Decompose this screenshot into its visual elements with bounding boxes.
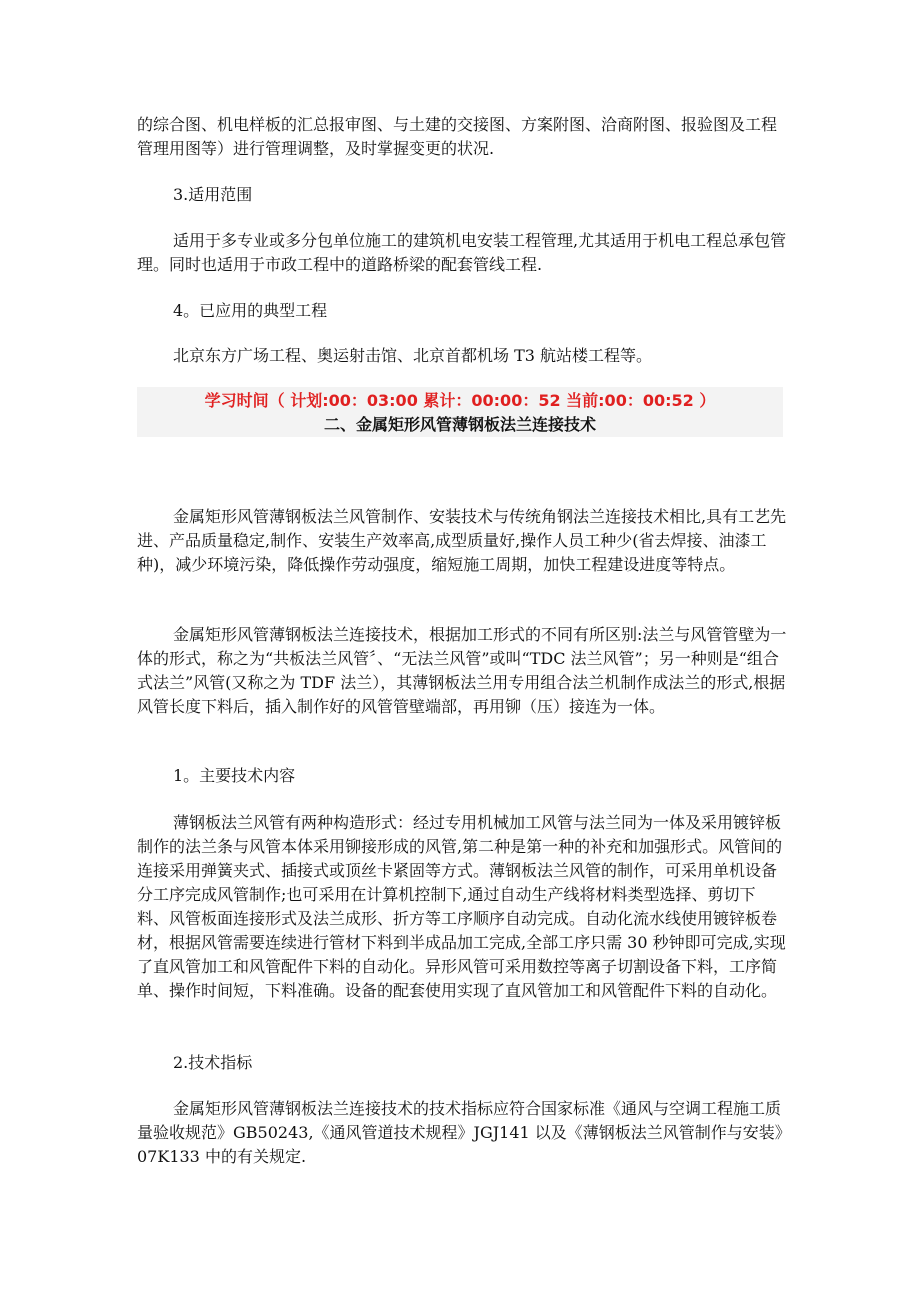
- paragraph-overview: 金属矩形风管薄钢板法兰风管制作、安装技术与传统角钢法兰连接技术相比,具有工艺先进、产品质量稳定,制作、安装生产效率高,成型质量好,操作人员工种少(省去焊接、油漆工种)，减少环境污染，降低操作劳动强度，缩短施工周期，加快工程建设进度等特点。: [137, 507, 787, 574]
- paragraph-forms: 金属矩形风管薄钢板法兰连接技术，根据加工形式的不同有所区别:法兰与风管管壁为一体的形式，称之为“共板法兰风管〞、“无法兰风管”或叫“TDC 法兰风管”；另一种则是“组合式法兰”风管(又称之为 TDF 法兰），其薄钢板法兰用专用组合法兰机制作成法兰的形式,根据风管长度下料后，插入制作好的风管管壁端部，再用铆（压）接连为一体。: [137, 625, 787, 716]
- section-title: 二、金属矩形风管薄钢板法兰连接技术: [323, 415, 596, 434]
- paragraph-tech-indicators: 金属矩形风管薄钢板法兰连接技术的技术指标应符合国家标准《通风与空调工程施工质量验收规范》GB50243,《通风管道技术规程》JGJ141 以及《薄钢板法兰风管制作与安装》07K133 中的有关规定.: [137, 1099, 783, 1166]
- heading-main-content: 1。主要技术内容: [173, 766, 296, 785]
- heading-tech-indicators: 2.技术指标: [173, 1053, 253, 1072]
- paragraph-typical-projects: 北京东方广场工程、奥运射击馆、北京首都机场 T3 航站楼工程等。: [173, 346, 653, 365]
- heading-typical-projects: 4。已应用的典型工程: [173, 301, 328, 320]
- paragraph-main-content: 薄钢板法兰风管有两种构造形式：经过专用机械加工风管与法兰同为一体及采用镀锌板制作的法兰条与风管本体采用铆接形成的风管,第二种是第一种的补充和加强形式。风管间的连接采用弹簧夹式、插接式或顶丝卡紧固等方式。薄钢板法兰风管的制作，可采用单机设备分工序完成风管制作;也可采用在计算机控制下,通过自动生产线将材料类型选择、剪切下料、风管板面连接形式及法兰成形、折方等工序顺序自动完成。自动化流水线使用镀锌板卷材，根据风管需要连续进行管材下料到半成品加工完成,全部工序只需 30 秒钟即可完成,实现了直风管加工和风管配件下料的自动化。异形风管可采用数控等离子切割设备下料，工序简单、操作时间短，下料准确。设备的配套使用实现了直风管加工和风管配件下料的自动化。: [137, 813, 786, 1000]
- paragraph-scope: 适用于多专业或多分包单位施工的建筑机电安装工程管理,尤其适用于机电工程总承包管理。同时也适用于市政工程中的道路桥梁的配套管线工程.: [137, 231, 787, 274]
- heading-scope: 3.适用范围: [173, 185, 253, 204]
- paragraph-drawing-management: 的综合图、机电样板的汇总报审图、与土建的交接图、方案附图、洽商附图、报验图及工程管理用图等）进行管理调整，及时掌握变更的状况.: [137, 115, 778, 158]
- study-timer: 学习时间（ 计划:00：03:00 累计：00:00：52 当前:00：00:52 ）: [204, 391, 716, 410]
